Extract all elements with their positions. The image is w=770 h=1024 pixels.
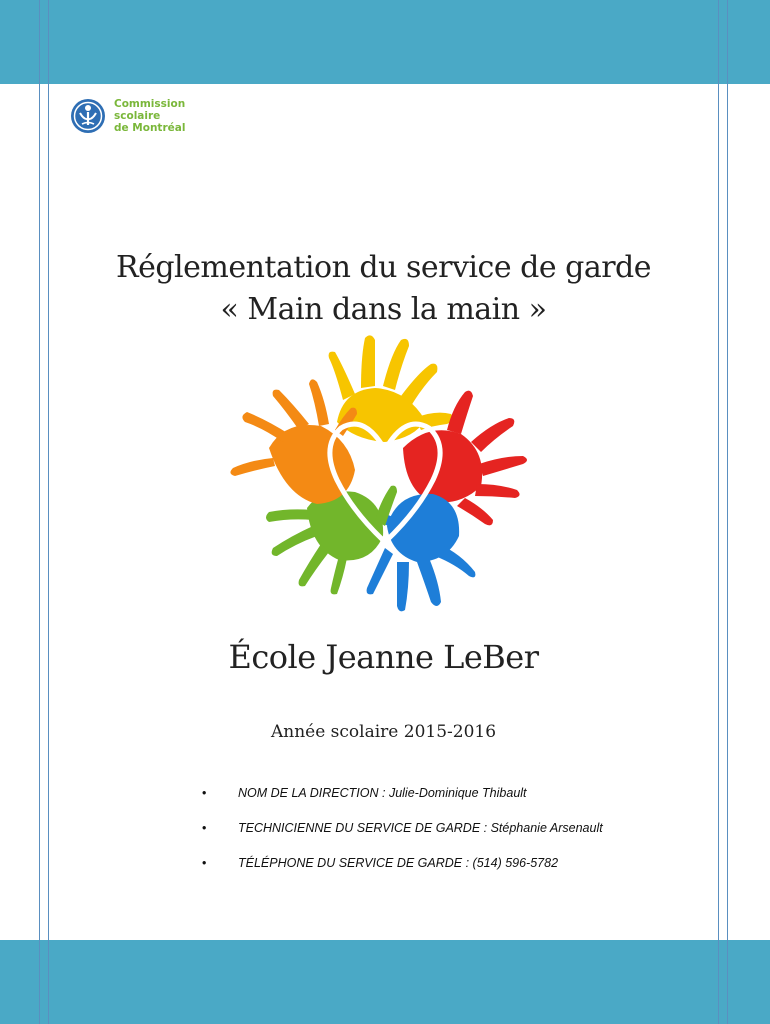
- list-item: [200, 856, 603, 891]
- list-item: [200, 821, 603, 856]
- info-label: NOM DE LA DIRECTION :: [238, 786, 389, 800]
- right-rule: [727, 0, 728, 1024]
- list-item: [200, 786, 603, 821]
- left-rule: [39, 0, 40, 1024]
- info-value: Julie-Dominique Thibault: [388, 786, 527, 800]
- info-label: TECHNICIENNE DU SERVICE DE GARDE :: [238, 821, 491, 835]
- logo-line-1: Commission: [114, 98, 186, 110]
- info-label: TÉLÉPHONE DU SERVICE DE GARDE :: [238, 856, 473, 870]
- document-subtitle: « Main dans la main »: [220, 292, 547, 327]
- school-year: Année scolaire 2015-2016: [270, 722, 497, 742]
- info-value: (514) 596-5782: [472, 856, 559, 870]
- logo-line-2: scolaire: [114, 110, 161, 122]
- info-list: [200, 786, 603, 891]
- bullet: •: [202, 821, 207, 835]
- bullet: •: [202, 786, 207, 800]
- document-title: Réglementation du service de garde: [116, 250, 651, 285]
- logo-line-3: de Montréal: [114, 122, 186, 134]
- csdm-logo-icon: [70, 98, 106, 134]
- logo-text: [114, 98, 185, 134]
- info-value: Stéphanie Arsenault: [490, 821, 603, 835]
- bullet: •: [202, 856, 207, 870]
- colored-hands-heart-icon: [225, 330, 545, 620]
- school-name: École Jeanne LeBer: [228, 638, 539, 676]
- csdm-logo: [70, 98, 185, 134]
